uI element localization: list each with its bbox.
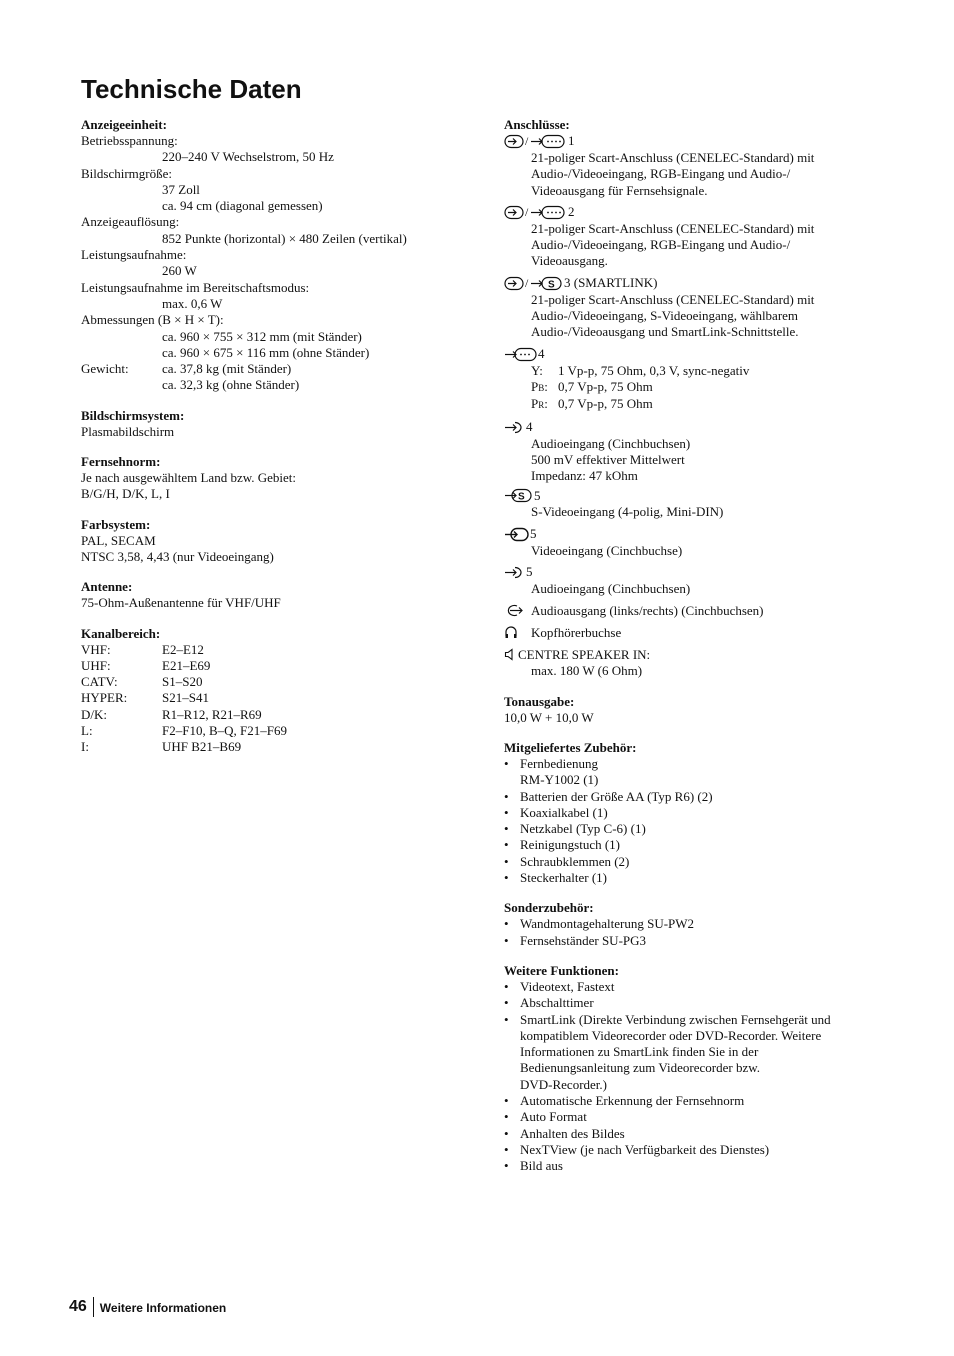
speaker-icon [504,647,518,662]
connector-1-header [504,133,894,150]
connector-number: 5 [530,526,537,542]
list-item: • Steckerhalter (1) [504,870,894,886]
description-line: S-Videoeingang (4-polig, Mini-DIN) [531,504,724,520]
signal-row-pr [531,396,894,413]
spec-label: Bildschirmgröße: [81,165,172,181]
spec-value: 75-Ohm-Außenantenne für VHF/UHF [81,595,281,611]
signal-key-colon: : [544,396,548,412]
centre-speaker-description [504,663,894,679]
svg-text:S: S [548,279,555,291]
section-heading: Kanalbereich: [81,625,161,641]
connector-number: 5 [534,487,541,503]
description-line: Audio-/Videoausgang und SmartLink-Schnittstelle. [531,324,799,340]
description-line: Audio-/Videoeingang, RGB-Eingang und Audio-/ [531,237,791,253]
channel-band: I: [81,739,89,755]
section-sonderzubehoer [504,900,894,949]
channel-band: CATV: [81,674,118,690]
page-title: Technische Daten [81,74,302,104]
spec-value: PAL, SECAM [81,532,156,548]
section-heading: Fernsehnorm: [81,454,161,470]
signal-row-pb [531,379,894,396]
section-heading: Tonausgabe: [504,693,575,709]
description-line: Audioeingang (Cinchbuchsen) [531,435,691,451]
description-line: 21-poliger Scart-Anschluss (CENELEC-Standard) mit [531,291,815,307]
svg-text:/: / [525,275,529,290]
section-tonausgabe [504,694,894,726]
signal-key: Y: [531,362,543,378]
description-line: Audioeingang (Cinchbuchsen) [531,581,691,597]
connector-5-audio-description [504,581,894,597]
signal-row-y [531,363,894,379]
scart-svideo-icon [504,276,564,291]
spec-row [81,361,471,377]
channel-band: HYPER: [81,690,128,706]
spec-label: Gewicht: [81,361,129,377]
spec-value: Je nach ausgewähltem Land bzw. Gebiet: [81,470,297,486]
channel-band: L: [81,723,93,739]
connector-number: 2 [568,204,575,220]
section-bildschirmsystem [81,408,471,440]
spec-value: ca. 32,3 kg (ohne Ständer) [162,377,300,393]
connector-4-audio-header [504,419,894,436]
list-item: • Fernsehständer SU-PG3 [504,933,894,949]
svg-text:/: / [525,204,529,219]
channel-row [81,690,471,706]
spec-label: Abmessungen (B × H × T): [81,312,224,328]
connector-number: 4 [526,418,533,434]
connector-5-video-header [504,526,894,543]
list-item: • Koaxialkabel (1) [504,805,894,821]
headphone-icon [504,625,531,640]
spec-value: 852 Punkte (horizontal) × 480 Zeilen (vertikal) [162,230,407,246]
section-heading: Bildschirmsystem: [81,407,185,423]
channel-band: VHF: [81,641,111,657]
spec-value: ca. 960 × 755 × 312 mm (mit Ständer) [162,328,362,344]
list-item: • NexTView (je nach Verfügbarkeit des Dienstes) [504,1142,894,1158]
connector-number: 1 [568,133,575,149]
signal-value: 1 Vp-p, 75 Ohm, 0,3 V, sync-negativ [558,362,750,378]
footer-divider [93,1297,94,1317]
list-item: • Schraubklemmen (2) [504,854,894,870]
connector-2-description [504,221,894,270]
list-item: • Abschalttimer [504,995,894,1011]
spec-value: max. 0,6 W [162,295,223,311]
list-item: • Videotext, Fastext [504,979,894,995]
section-heading: Anschlüsse: [504,117,570,132]
connector-5-svideo-header [504,487,894,504]
section-heading: Mitgeliefertes Zubehör: [504,739,637,755]
headphone-row [504,624,894,641]
channel-row [81,642,471,658]
connector-3-description [504,292,894,341]
spec-value: B/G/H, D/K, L, I [81,486,170,502]
description-line: 500 mV effektiver Mittelwert [531,451,685,467]
svideo-input-icon [504,488,534,503]
svg-text:/: / [525,134,529,148]
section-farbsystem [81,517,471,566]
description-line: 21-poliger Scart-Anschluss (CENELEC-Standard) mit [531,150,815,165]
spec-value: ca. 37,8 kg (mit Ständer) [162,361,292,377]
component-input-icon [504,347,538,362]
section-heading: Sonderzubehör: [504,900,594,916]
list-item: • Auto Format [504,1109,894,1125]
section-heading: Antenne: [81,579,133,595]
connector-4-component-description [504,363,894,414]
connector-2-header [504,204,894,221]
spec-value: 260 W [162,263,197,279]
headphone-label: Kopfhörerbuchse [531,624,622,640]
channel-range: F2–F10, B–Q, F21–F69 [162,723,287,739]
connector-5-svideo-description [504,504,894,520]
connector-5-video-description [504,543,894,559]
signal-key [531,379,558,396]
channel-range: E2–E12 [162,641,204,657]
description-line: Impedanz: 47 kOhm [531,468,638,484]
channel-band: D/K: [81,706,107,722]
channel-range: S21–S41 [162,690,209,706]
section-kanalbereich [81,626,471,756]
description-line: Audio-/Videoeingang, RGB-Eingang und Audio-/ [531,166,791,182]
description-line: Videoausgang für Fernsehsignale. [531,182,708,198]
section-weitere-funktionen [504,963,894,1175]
list-item: • Wandmontagehalterung SU-PW2 [504,916,894,932]
channel-row [81,658,471,674]
spec-label: Leistungsaufnahme im Bereitschaftsmodus: [81,279,310,295]
connector-4-audio-description [504,436,894,485]
list-item: • Batterien der Größe AA (Typ R6) (2) [504,789,894,805]
footer-section-title: Weitere Informationen [99,1301,227,1315]
audio-output-row [504,602,894,619]
optional-accessory-list [504,916,894,949]
left-column [81,117,471,756]
video-input-icon [504,527,530,542]
channel-row [81,707,471,723]
spec-label: Leistungsaufnahme: [81,247,187,263]
connector-number: 3 (SMARTLINK) [564,275,658,291]
connector-number: 5 [526,564,533,580]
channel-band: UHF: [81,657,111,673]
audio-output-icon [504,603,531,618]
description-line: Videoeingang (Cinchbuchse) [531,542,683,558]
section-zubehoer [504,740,894,886]
spec-value: 37 Zoll [162,181,200,197]
list-item: • Netzkabel (Typ C-6) (1) [504,821,894,837]
channel-range: UHF B21–B69 [162,739,242,755]
spec-label: Betriebsspannung: [81,133,178,148]
right-column [504,117,894,1174]
channel-row [81,723,471,739]
description-line: Videoausgang. [531,253,608,269]
signal-value: 0,7 Vp-p, 75 Ohm [558,396,653,412]
signal-key-sub: R [538,400,545,411]
accessory-list [504,756,894,886]
list-item: • Reinigungstuch (1) [504,837,894,853]
spec-label: Anzeigeauflösung: [81,214,180,230]
section-anschluesse [504,117,894,680]
description-line: Audio-/Videoeingang, S-Videoeingang, wählbarem [531,308,799,324]
centre-speaker-row [504,646,894,663]
page-footer [69,1297,226,1317]
signal-key [531,396,558,413]
list-item: • Anhalten des Bildes [504,1126,894,1142]
spec-value: NTSC 3,58, 4,43 (nur Videoeingang) [81,548,274,564]
page-number: 46 [69,1298,87,1315]
channel-row [81,739,471,755]
section-heading: Weitere Funktionen: [504,962,619,978]
list-item: • Bild aus [504,1158,894,1174]
spec-value: ca. 960 × 675 × 116 mm (ohne Ständer) [162,344,370,360]
list-item: • Automatische Erkennung der Fernsehnorm [504,1093,894,1109]
svg-text:S: S [518,491,525,503]
signal-key-main: P [531,396,539,412]
connector-4-component-header [504,346,894,363]
section-antenne [81,579,471,611]
connector-3-header [504,275,894,292]
connector-5-audio-header [504,564,894,581]
audio-input-icon [504,420,526,435]
section-fernsehnorm [81,454,471,503]
signal-value: 0,7 Vp-p, 75 Ohm [558,378,653,394]
channel-range: S1–S20 [162,674,203,690]
spec-value: 10,0 W + 10,0 W [504,709,594,725]
list-item: • Fernbedienung RM-Y1002 (1) [504,756,894,789]
connector-1-description [504,150,894,199]
scart-in-out-icon [504,134,568,149]
channel-range: E21–E69 [162,657,211,673]
spec-value: 220–240 V Wechselstrom, 50 Hz [162,149,334,165]
audio-output-label: Audioausgang (links/rechts) (Cinchbuchsen) [531,602,764,618]
section-heading: Anzeigeeinheit: [81,117,167,132]
channel-range: R1–R12, R21–R69 [162,706,262,722]
description-line: 21-poliger Scart-Anschluss (CENELEC-Standard) mit [531,220,815,236]
signal-key-sub: B [538,382,545,393]
signal-key-main: P [531,378,539,394]
spec-value: Plasmabildschirm [81,423,175,439]
description-line: max. 180 W (6 Ohm) [531,663,643,679]
audio-input-icon [504,565,526,580]
connector-number: 4 [538,346,545,362]
scart-in-out-icon [504,205,568,220]
list-item: • SmartLink (Direkte Verbindung zwischen Fernsehgerät und kompatiblem Videorecorder oder DVD-Recorder. Weitere Informationen zu SmartLink finden Sie in der Bedienungsanleitung zum Videorecorder bzw. DVD-Recorder.) [504,1012,894,1093]
centre-speaker-label: CENTRE SPEAKER IN: [518,646,651,662]
feature-list [504,979,894,1175]
section-heading: Farbsystem: [81,516,151,532]
section-anzeigeeinheit [81,117,471,394]
spec-value: ca. 94 cm (diagonal gemessen) [162,198,323,214]
channel-row [81,674,471,690]
signal-key-colon: : [544,378,548,394]
